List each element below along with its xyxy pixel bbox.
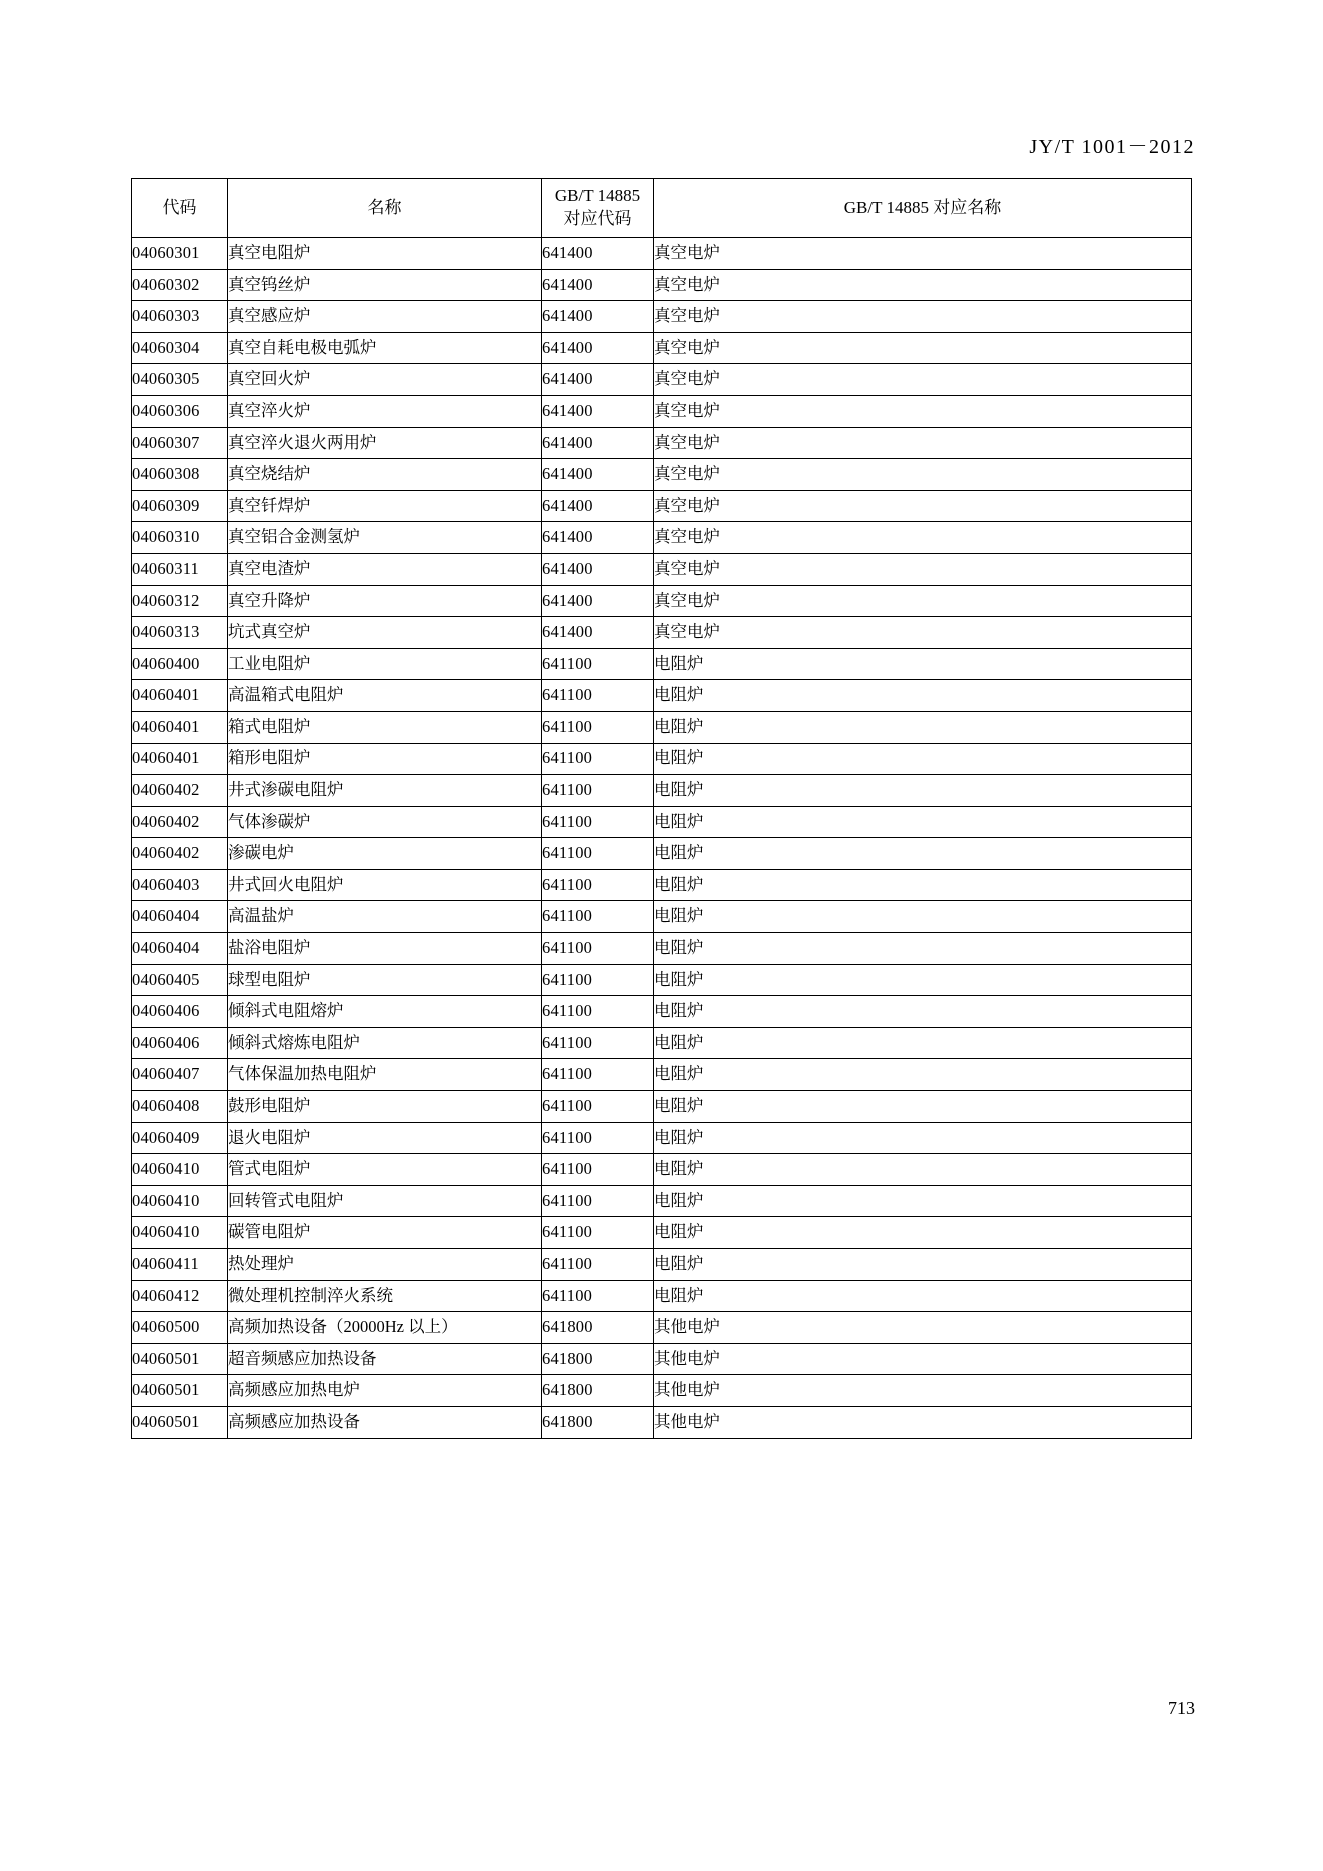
table-row xyxy=(132,1312,1192,1344)
table-row xyxy=(132,522,1192,554)
cell-gb-code: 641800 xyxy=(542,1375,654,1407)
cell-name: 真空电渣炉 xyxy=(228,553,542,585)
cell-gb-name: 电阻炉 xyxy=(654,775,1192,807)
cell-gb-name: 真空电炉 xyxy=(654,522,1192,554)
cell-name: 气体渗碳炉 xyxy=(228,806,542,838)
cell-gb-name: 真空电炉 xyxy=(654,238,1192,270)
table-row xyxy=(132,743,1192,775)
cell-code: 04060501 xyxy=(132,1375,228,1407)
cell-code: 04060412 xyxy=(132,1280,228,1312)
cell-code: 04060405 xyxy=(132,964,228,996)
cell-gb-code: 641800 xyxy=(542,1343,654,1375)
table-row xyxy=(132,395,1192,427)
cell-name: 坑式真空炉 xyxy=(228,617,542,649)
cell-name: 真空回火炉 xyxy=(228,364,542,396)
cell-gb-code: 641100 xyxy=(542,1249,654,1281)
table-row xyxy=(132,648,1192,680)
cell-gb-name: 电阻炉 xyxy=(654,1249,1192,1281)
cell-gb-name: 其他电炉 xyxy=(654,1406,1192,1438)
cell-gb-code: 641400 xyxy=(542,490,654,522)
cell-code: 04060301 xyxy=(132,238,228,270)
cell-gb-name: 电阻炉 xyxy=(654,648,1192,680)
cell-name: 管式电阻炉 xyxy=(228,1154,542,1186)
cell-code: 04060406 xyxy=(132,996,228,1028)
cell-gb-name: 电阻炉 xyxy=(654,806,1192,838)
cell-name: 倾斜式熔炼电阻炉 xyxy=(228,1027,542,1059)
cell-name: 超音频感应加热设备 xyxy=(228,1343,542,1375)
cell-code: 04060403 xyxy=(132,869,228,901)
cell-name: 井式回火电阻炉 xyxy=(228,869,542,901)
cell-gb-name: 电阻炉 xyxy=(654,964,1192,996)
cell-gb-name: 电阻炉 xyxy=(654,743,1192,775)
table-header-row xyxy=(132,179,1192,238)
cell-name: 回转管式电阻炉 xyxy=(228,1185,542,1217)
table-row xyxy=(132,680,1192,712)
column-header-code: 代码 xyxy=(132,179,228,238)
cell-gb-code: 641400 xyxy=(542,522,654,554)
page-number: 713 xyxy=(1168,1698,1195,1718)
cell-code: 04060303 xyxy=(132,301,228,333)
cell-gb-name: 真空电炉 xyxy=(654,459,1192,491)
table-body xyxy=(132,238,1192,1439)
cell-gb-name: 真空电炉 xyxy=(654,332,1192,364)
cell-code: 04060404 xyxy=(132,901,228,933)
table-row xyxy=(132,775,1192,807)
cell-code: 04060310 xyxy=(132,522,228,554)
cell-code: 04060302 xyxy=(132,269,228,301)
cell-code: 04060308 xyxy=(132,459,228,491)
cell-code: 04060410 xyxy=(132,1217,228,1249)
cell-gb-code: 641100 xyxy=(542,1027,654,1059)
cell-gb-code: 641400 xyxy=(542,617,654,649)
cell-gb-name: 电阻炉 xyxy=(654,901,1192,933)
cell-gb-name: 真空电炉 xyxy=(654,269,1192,301)
cell-name: 气体保温加热电阻炉 xyxy=(228,1059,542,1091)
cell-gb-code: 641100 xyxy=(542,1059,654,1091)
cell-code: 04060311 xyxy=(132,553,228,585)
cell-name: 真空烧结炉 xyxy=(228,459,542,491)
cell-code: 04060501 xyxy=(132,1343,228,1375)
cell-gb-name: 真空电炉 xyxy=(654,617,1192,649)
cell-name: 退火电阻炉 xyxy=(228,1122,542,1154)
cell-gb-name: 电阻炉 xyxy=(654,1059,1192,1091)
cell-name: 渗碳电炉 xyxy=(228,838,542,870)
cell-code: 04060307 xyxy=(132,427,228,459)
cell-gb-code: 641400 xyxy=(542,364,654,396)
cell-name: 真空淬火炉 xyxy=(228,395,542,427)
cell-code: 04060306 xyxy=(132,395,228,427)
cell-gb-name: 真空电炉 xyxy=(654,553,1192,585)
column-header-gb-code-line2: 对应代码 xyxy=(563,209,632,228)
cell-gb-name: 真空电炉 xyxy=(654,490,1192,522)
table-row xyxy=(132,933,1192,965)
cell-gb-code: 641800 xyxy=(542,1406,654,1438)
table-row xyxy=(132,238,1192,270)
table-row xyxy=(132,901,1192,933)
cell-gb-name: 电阻炉 xyxy=(654,1185,1192,1217)
cell-gb-name: 真空电炉 xyxy=(654,364,1192,396)
table-row xyxy=(132,364,1192,396)
cell-name: 真空铝合金测氢炉 xyxy=(228,522,542,554)
cell-name: 鼓形电阻炉 xyxy=(228,1091,542,1123)
cell-gb-name: 真空电炉 xyxy=(654,585,1192,617)
cell-code: 04060501 xyxy=(132,1406,228,1438)
table-row xyxy=(132,806,1192,838)
cell-gb-name: 电阻炉 xyxy=(654,1280,1192,1312)
table-row xyxy=(132,1249,1192,1281)
table-row xyxy=(132,1091,1192,1123)
cell-gb-code: 641100 xyxy=(542,1217,654,1249)
cell-code: 04060411 xyxy=(132,1249,228,1281)
table-row xyxy=(132,711,1192,743)
column-header-gb-name: GB/T 14885 对应名称 xyxy=(654,179,1192,238)
cell-code: 04060410 xyxy=(132,1154,228,1186)
cell-code: 04060404 xyxy=(132,933,228,965)
cell-gb-code: 641100 xyxy=(542,933,654,965)
cell-code: 04060410 xyxy=(132,1185,228,1217)
cell-gb-code: 641100 xyxy=(542,901,654,933)
column-header-gb-code xyxy=(542,179,654,238)
cell-gb-code: 641400 xyxy=(542,269,654,301)
cell-gb-code: 641100 xyxy=(542,1154,654,1186)
cell-name: 真空升降炉 xyxy=(228,585,542,617)
cell-gb-name: 电阻炉 xyxy=(654,933,1192,965)
table-row xyxy=(132,1154,1192,1186)
cell-gb-code: 641400 xyxy=(542,395,654,427)
page-header-standard-code: JY/T 1001－2012 xyxy=(1029,136,1195,158)
cell-code: 04060313 xyxy=(132,617,228,649)
cell-name: 球型电阻炉 xyxy=(228,964,542,996)
cell-gb-name: 电阻炉 xyxy=(654,838,1192,870)
cell-gb-name: 电阻炉 xyxy=(654,1122,1192,1154)
cell-gb-code: 641400 xyxy=(542,332,654,364)
table-row xyxy=(132,332,1192,364)
table-row xyxy=(132,459,1192,491)
cell-name: 高温箱式电阻炉 xyxy=(228,680,542,712)
table-row xyxy=(132,585,1192,617)
table-row xyxy=(132,1059,1192,1091)
cell-name: 倾斜式电阻熔炉 xyxy=(228,996,542,1028)
cell-gb-code: 641100 xyxy=(542,743,654,775)
cell-code: 04060409 xyxy=(132,1122,228,1154)
cell-gb-name: 电阻炉 xyxy=(654,996,1192,1028)
cell-gb-code: 641100 xyxy=(542,680,654,712)
cell-code: 04060402 xyxy=(132,838,228,870)
cell-gb-code: 641100 xyxy=(542,838,654,870)
cell-code: 04060309 xyxy=(132,490,228,522)
cell-code: 04060402 xyxy=(132,775,228,807)
table-row xyxy=(132,490,1192,522)
table-row xyxy=(132,996,1192,1028)
cell-name: 碳管电阻炉 xyxy=(228,1217,542,1249)
table-row xyxy=(132,553,1192,585)
cell-code: 04060304 xyxy=(132,332,228,364)
table-row xyxy=(132,1027,1192,1059)
cell-code: 04060407 xyxy=(132,1059,228,1091)
table-header xyxy=(132,179,1192,238)
table-row xyxy=(132,1406,1192,1438)
cell-gb-name: 其他电炉 xyxy=(654,1312,1192,1344)
cell-gb-code: 641400 xyxy=(542,459,654,491)
table-row xyxy=(132,1185,1192,1217)
cell-gb-code: 641100 xyxy=(542,996,654,1028)
cell-gb-name: 电阻炉 xyxy=(654,1154,1192,1186)
table-row xyxy=(132,427,1192,459)
cell-gb-code: 641100 xyxy=(542,1280,654,1312)
cell-gb-name: 电阻炉 xyxy=(654,1027,1192,1059)
cell-name: 高频感应加热电炉 xyxy=(228,1375,542,1407)
cell-code: 04060401 xyxy=(132,680,228,712)
table-row xyxy=(132,1343,1192,1375)
cell-gb-code: 641400 xyxy=(542,427,654,459)
cell-code: 04060312 xyxy=(132,585,228,617)
cell-gb-code: 641100 xyxy=(542,1185,654,1217)
table-row xyxy=(132,1122,1192,1154)
table-row xyxy=(132,838,1192,870)
cell-code: 04060408 xyxy=(132,1091,228,1123)
code-mapping-table xyxy=(131,178,1192,1439)
cell-gb-code: 641100 xyxy=(542,648,654,680)
cell-name: 真空钎焊炉 xyxy=(228,490,542,522)
cell-gb-name: 真空电炉 xyxy=(654,395,1192,427)
cell-name: 高频感应加热设备 xyxy=(228,1406,542,1438)
table-row xyxy=(132,869,1192,901)
column-header-name: 名称 xyxy=(228,179,542,238)
cell-gb-name: 电阻炉 xyxy=(654,869,1192,901)
cell-code: 04060406 xyxy=(132,1027,228,1059)
cell-gb-name: 其他电炉 xyxy=(654,1375,1192,1407)
cell-gb-name: 电阻炉 xyxy=(654,1217,1192,1249)
table-row xyxy=(132,301,1192,333)
column-header-gb-code-line1: GB/T 14885 xyxy=(554,186,641,206)
cell-name: 盐浴电阻炉 xyxy=(228,933,542,965)
cell-gb-code: 641100 xyxy=(542,1091,654,1123)
cell-code: 04060500 xyxy=(132,1312,228,1344)
cell-name: 微处理机控制淬火系统 xyxy=(228,1280,542,1312)
table-row xyxy=(132,1217,1192,1249)
cell-name: 工业电阻炉 xyxy=(228,648,542,680)
cell-gb-code: 641100 xyxy=(542,711,654,743)
cell-gb-code: 641100 xyxy=(542,806,654,838)
cell-gb-code: 641100 xyxy=(542,1122,654,1154)
cell-gb-code: 641400 xyxy=(542,301,654,333)
cell-name: 真空钨丝炉 xyxy=(228,269,542,301)
cell-gb-name: 真空电炉 xyxy=(654,427,1192,459)
code-mapping-table-container xyxy=(131,178,1191,1439)
cell-name: 高温盐炉 xyxy=(228,901,542,933)
table-row xyxy=(132,964,1192,996)
cell-name: 井式渗碳电阻炉 xyxy=(228,775,542,807)
cell-gb-code: 641400 xyxy=(542,553,654,585)
cell-name: 高频加热设备（20000Hz 以上） xyxy=(228,1312,542,1344)
cell-name: 真空电阻炉 xyxy=(228,238,542,270)
table-row xyxy=(132,1375,1192,1407)
cell-code: 04060305 xyxy=(132,364,228,396)
cell-gb-name: 真空电炉 xyxy=(654,301,1192,333)
cell-gb-code: 641800 xyxy=(542,1312,654,1344)
cell-gb-code: 641400 xyxy=(542,238,654,270)
table-row xyxy=(132,1280,1192,1312)
cell-gb-code: 641400 xyxy=(542,585,654,617)
cell-gb-code: 641100 xyxy=(542,869,654,901)
cell-name: 箱式电阻炉 xyxy=(228,711,542,743)
cell-name: 箱形电阻炉 xyxy=(228,743,542,775)
cell-code: 04060401 xyxy=(132,743,228,775)
cell-code: 04060401 xyxy=(132,711,228,743)
cell-gb-name: 电阻炉 xyxy=(654,711,1192,743)
cell-gb-code: 641100 xyxy=(542,775,654,807)
cell-code: 04060400 xyxy=(132,648,228,680)
table-row xyxy=(132,269,1192,301)
cell-name: 真空淬火退火两用炉 xyxy=(228,427,542,459)
cell-gb-name: 其他电炉 xyxy=(654,1343,1192,1375)
cell-name: 热处理炉 xyxy=(228,1249,542,1281)
cell-name: 真空自耗电极电弧炉 xyxy=(228,332,542,364)
cell-gb-code: 641100 xyxy=(542,964,654,996)
cell-code: 04060402 xyxy=(132,806,228,838)
cell-gb-name: 电阻炉 xyxy=(654,680,1192,712)
table-row xyxy=(132,617,1192,649)
cell-name: 真空感应炉 xyxy=(228,301,542,333)
cell-gb-name: 电阻炉 xyxy=(654,1091,1192,1123)
